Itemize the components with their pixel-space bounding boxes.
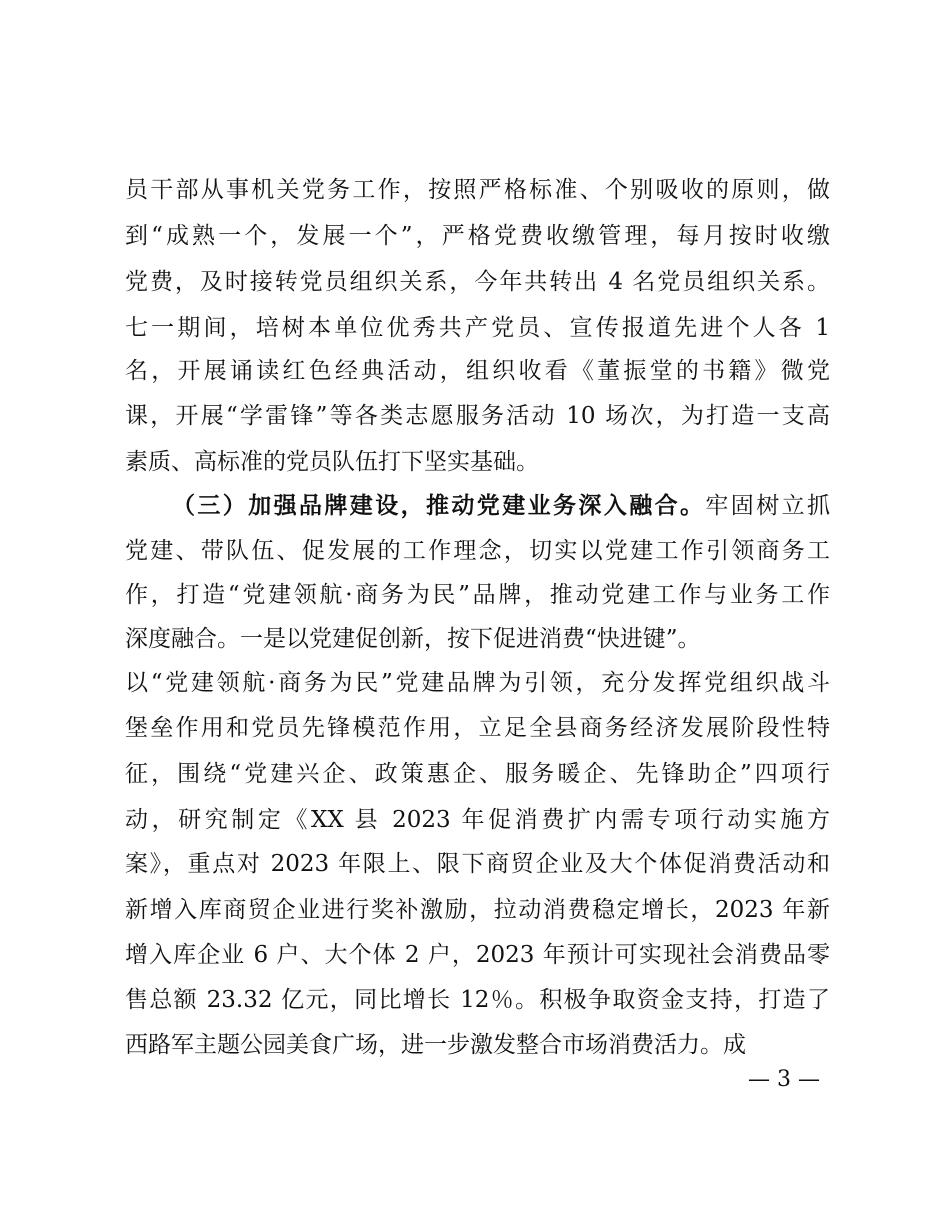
text-line: 西路军主题公园美食广场，进一步激发整合市场消费活力。成 <box>125 1032 746 1058</box>
text-line: 新增入库商贸企业进行奖补激励，拉动消费稳定增长，2023 年新 <box>125 897 830 923</box>
text-line: 堡垒作用和党员先锋模范作用，立足全县商务经济发展阶段性特 <box>125 715 830 741</box>
text-line: 以“党建领航·商务为民”党建品牌为引领，充分发挥党组织战斗 <box>125 670 830 696</box>
section-heading-line <box>172 491 830 521</box>
text-line: 课，开展“学雷锋”等各类志愿服务活动 10 场次，为打造一支高 <box>125 403 830 429</box>
section-heading-bold: （三）加强品牌建设，推动党建业务深入融合。 <box>172 492 706 519</box>
text-line: 增入库企业 6 户、大个体 2 户，2023 年预计可实现社会消费品零 <box>125 942 830 968</box>
text-line: 深度融合。一是以党建促创新，按下促进消费“快进键”。 <box>125 626 701 652</box>
text-line: 党建、带队伍、促发展的工作理念，切实以党建工作引领商务工 <box>125 538 830 564</box>
text-line: 素质、高标准的党员队伍打下坚实基础。 <box>125 449 539 475</box>
text-line: 员干部从事机关党务工作，按照严格标准、个别吸收的原则，做 <box>125 177 830 203</box>
text-line: 七一期间，培树本单位优秀共产党员、宣传报道先进个人各 1 <box>125 315 830 341</box>
text-line: 案》，重点对 2023 年限上、限下商贸企业及大个体促消费活动和 <box>125 851 830 877</box>
text-line: 征，围绕“党建兴企、政策惠企、服务暖企、先锋助企”四项行 <box>125 761 830 787</box>
text-line: 售总额 23.32 亿元，同比增长 12％。积极争取资金支持，打造了 <box>125 987 830 1013</box>
text-line: 作，打造“党建领航·商务为民”品牌，推动党建工作与业务工作 <box>125 582 830 608</box>
text-line: 动，研究制定《XX 县 2023 年促消费扩内需专项行动实施方 <box>125 807 830 833</box>
text-line: 党费，及时接转党员组织关系，今年共转出 4 名党员组织关系。 <box>125 269 830 295</box>
text-line: 到“成熟一个，发展一个”，严格党费收缴管理，每月按时收缴 <box>125 223 830 249</box>
text-line: 名，开展诵读红色经典活动，组织收看《董振堂的书籍》微党 <box>125 358 830 384</box>
section-heading-rest: 牢固树立抓 <box>705 493 830 519</box>
page-number: — 3 — <box>748 1067 820 1092</box>
